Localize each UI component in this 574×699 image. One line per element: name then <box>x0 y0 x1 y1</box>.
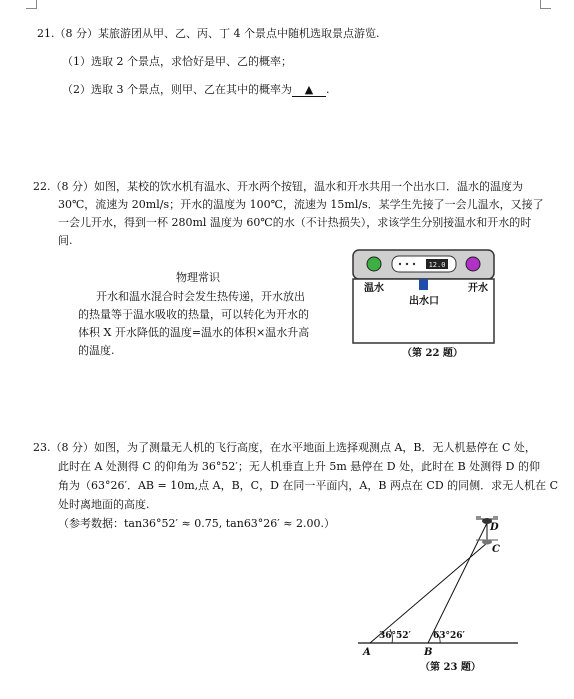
water-outlet <box>419 279 428 290</box>
physics-note-title: 物理常识 <box>176 271 220 284</box>
warm-water-button <box>367 257 381 271</box>
warm-label: 温水 <box>364 283 384 294</box>
outlet-label: 出水口 <box>409 296 439 307</box>
answer-blank: ▲ <box>292 83 326 97</box>
q23-line3: 角为（63°26′．AB = 10m,点 A，B，C，D 在同一平面内，A，B 两点在 CD 的同侧．求无人机在 C <box>58 479 559 492</box>
angle-a-label: 36°52′ <box>379 631 411 641</box>
q23-reference-data: （参考数据：tan36°52′ ≈ 0.75, tan63°26′ ≈ 2.00.） <box>58 517 336 530</box>
drone-geometry-figure <box>352 508 522 660</box>
figure-22-caption: （第 22 题） <box>402 348 463 359</box>
angle-b-label: 63°26′ <box>433 631 465 641</box>
display-reading: 12.0 <box>428 261 446 269</box>
figure-23-caption: （第 23 题） <box>420 662 481 673</box>
q22-line3: 一会儿开水，得到一杯 280ml 温度为 60℃的水（不计热损失），求该学生分别接温水和开水的时 <box>58 216 532 229</box>
indicator-dot <box>413 263 415 265</box>
physics-note-line: 的温度. <box>78 344 115 357</box>
point-b-label: B <box>424 647 433 658</box>
q21-stem: 21.（8 分）某旅游团从甲、乙、丙、丁 4 个景点中随机选取景点游览. <box>37 27 380 40</box>
corner-mark-left <box>26 0 37 9</box>
q23-line1: 23.（8 分）如图，为了测量无人机的飞行高度，在水平地面上选择观测点 A，B．无人机悬停在 C 处， <box>33 441 536 454</box>
physics-note-line: 体积 X 开水降低的温度=温水的体积×温水升高 <box>78 326 310 339</box>
q22-line2: 30℃，流速为 20ml/s；开水的温度为 100℃，流速为 15ml/s．某学生先接了一会儿温水，又接了 <box>58 198 544 211</box>
indicator-dot <box>406 263 408 265</box>
q23-line4: 处时离地面的高度. <box>58 498 150 511</box>
physics-note-line: 的热量等于温水吸收的热量，可以转化为开水的 <box>78 308 309 321</box>
q22-line4: 间. <box>58 234 73 247</box>
point-a-label: A <box>363 647 371 658</box>
point-c-label: C <box>492 544 500 555</box>
q23-line2: 此时在 A 处测得 C 的仰角为 36°52′；无人机垂直上升 5m 悬停在 D 处，此时在 B 处测得 D 的仰 <box>58 460 540 473</box>
physics-note-line: 开水和温水混合时会发生热传递，开水放出 <box>96 290 305 303</box>
corner-mark-right <box>540 0 551 9</box>
q21-part1: （1）选取 2 个景点，求恰好是甲、乙的概率； <box>62 55 292 68</box>
hot-label: 开水 <box>468 283 488 294</box>
water-dispenser-figure <box>352 249 495 345</box>
drone-geometry-drawing <box>352 508 522 660</box>
q22-line1: 22.（8 分）如图，某校的饮水机有温水、开水两个按钮，温水和开水共用一个出水口．温水的温度为 <box>33 180 523 193</box>
point-d-label: D <box>490 522 499 533</box>
sight-line-bd <box>428 523 487 643</box>
water-dispenser-drawing <box>352 249 495 345</box>
q21-part2-end: . <box>326 83 330 96</box>
q21-part2-text: （2）选取 3 个景点，则甲、乙在其中的概率为 <box>62 83 292 96</box>
hot-water-button <box>466 257 480 271</box>
q21-part2 <box>62 83 330 97</box>
indicator-dot <box>399 263 401 265</box>
